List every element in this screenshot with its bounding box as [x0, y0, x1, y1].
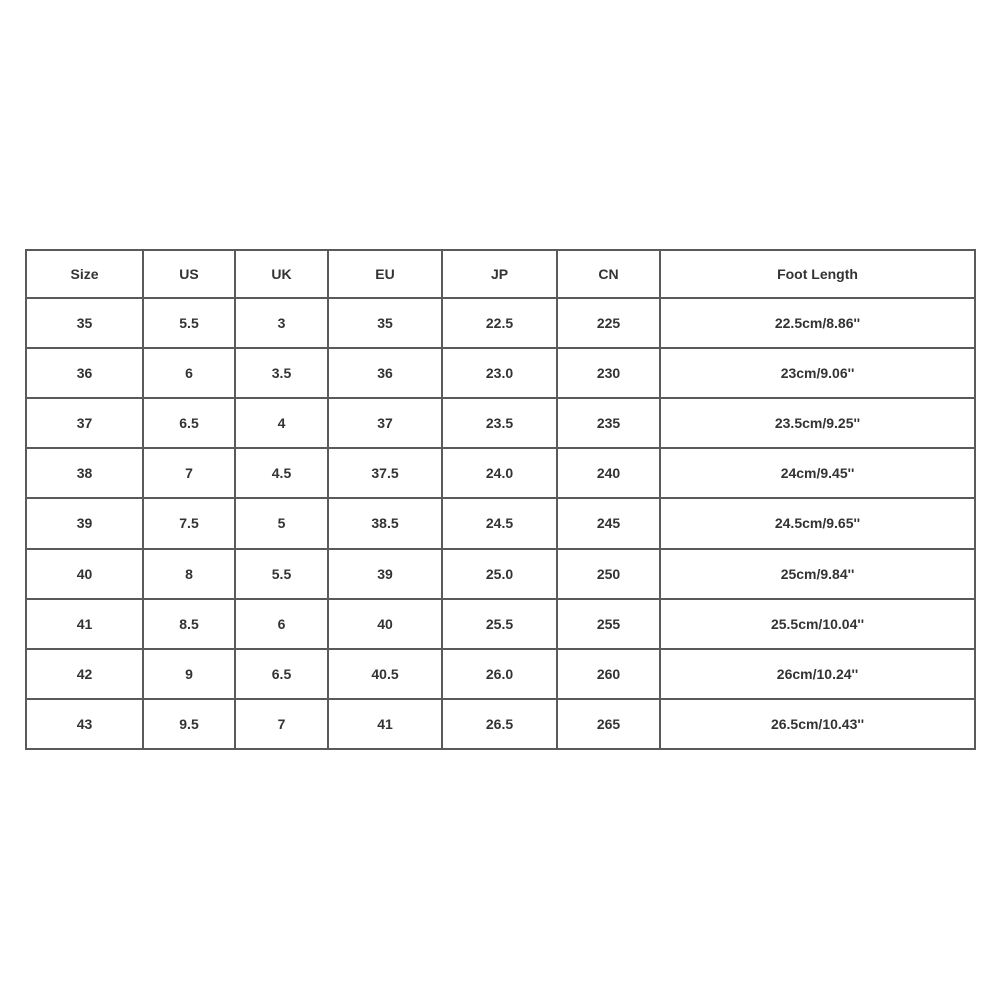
cell-us: 6.5 — [143, 398, 235, 448]
cell-uk: 5.5 — [235, 549, 328, 599]
cell-eu: 41 — [328, 699, 442, 749]
cell-jp: 25.5 — [442, 599, 557, 649]
cell-jp: 26.5 — [442, 699, 557, 749]
cell-foot-length: 24.5cm/9.65'' — [660, 498, 975, 548]
cell-uk: 5 — [235, 498, 328, 548]
cell-cn: 240 — [557, 448, 660, 498]
cell-eu: 37.5 — [328, 448, 442, 498]
table-row — [26, 599, 975, 649]
size-chart-table — [25, 249, 976, 750]
cell-us: 7 — [143, 448, 235, 498]
cell-size: 37 — [26, 398, 143, 448]
cell-uk: 7 — [235, 699, 328, 749]
cell-size: 40 — [26, 549, 143, 599]
cell-foot-length: 23cm/9.06'' — [660, 348, 975, 398]
cell-jp: 23.0 — [442, 348, 557, 398]
cell-cn: 265 — [557, 699, 660, 749]
header-foot-length: Foot Length — [660, 250, 975, 298]
cell-cn: 230 — [557, 348, 660, 398]
cell-us: 8 — [143, 549, 235, 599]
cell-size: 35 — [26, 298, 143, 348]
cell-eu: 35 — [328, 298, 442, 348]
cell-size: 39 — [26, 498, 143, 548]
cell-jp: 24.0 — [442, 448, 557, 498]
table-body — [26, 298, 975, 749]
cell-cn: 260 — [557, 649, 660, 699]
cell-foot-length: 25cm/9.84'' — [660, 549, 975, 599]
cell-size: 36 — [26, 348, 143, 398]
header-row — [26, 250, 975, 298]
cell-uk: 4.5 — [235, 448, 328, 498]
cell-uk: 3 — [235, 298, 328, 348]
cell-us: 5.5 — [143, 298, 235, 348]
cell-uk: 6.5 — [235, 649, 328, 699]
cell-jp: 22.5 — [442, 298, 557, 348]
cell-eu: 40 — [328, 599, 442, 649]
cell-cn: 235 — [557, 398, 660, 448]
cell-us: 8.5 — [143, 599, 235, 649]
header-uk: UK — [235, 250, 328, 298]
table-row — [26, 649, 975, 699]
cell-eu: 37 — [328, 398, 442, 448]
table-row — [26, 549, 975, 599]
cell-us: 6 — [143, 348, 235, 398]
cell-foot-length: 24cm/9.45'' — [660, 448, 975, 498]
header-cn: CN — [557, 250, 660, 298]
cell-uk: 3.5 — [235, 348, 328, 398]
cell-uk: 4 — [235, 398, 328, 448]
header-us: US — [143, 250, 235, 298]
table-row — [26, 498, 975, 548]
cell-foot-length: 25.5cm/10.04'' — [660, 599, 975, 649]
cell-jp: 24.5 — [442, 498, 557, 548]
cell-eu: 36 — [328, 348, 442, 398]
cell-cn: 245 — [557, 498, 660, 548]
cell-cn: 255 — [557, 599, 660, 649]
cell-foot-length: 23.5cm/9.25'' — [660, 398, 975, 448]
cell-size: 43 — [26, 699, 143, 749]
cell-cn: 225 — [557, 298, 660, 348]
cell-jp: 23.5 — [442, 398, 557, 448]
table-row — [26, 348, 975, 398]
cell-size: 42 — [26, 649, 143, 699]
header-eu: EU — [328, 250, 442, 298]
cell-jp: 26.0 — [442, 649, 557, 699]
cell-size: 41 — [26, 599, 143, 649]
cell-uk: 6 — [235, 599, 328, 649]
cell-eu: 40.5 — [328, 649, 442, 699]
cell-us: 9 — [143, 649, 235, 699]
cell-foot-length: 26cm/10.24'' — [660, 649, 975, 699]
cell-jp: 25.0 — [442, 549, 557, 599]
cell-cn: 250 — [557, 549, 660, 599]
table-row — [26, 398, 975, 448]
cell-foot-length: 22.5cm/8.86'' — [660, 298, 975, 348]
cell-eu: 39 — [328, 549, 442, 599]
header-jp: JP — [442, 250, 557, 298]
header-size: Size — [26, 250, 143, 298]
table-row — [26, 298, 975, 348]
cell-eu: 38.5 — [328, 498, 442, 548]
table-row — [26, 448, 975, 498]
cell-us: 7.5 — [143, 498, 235, 548]
cell-size: 38 — [26, 448, 143, 498]
cell-foot-length: 26.5cm/10.43'' — [660, 699, 975, 749]
cell-us: 9.5 — [143, 699, 235, 749]
table-row — [26, 699, 975, 749]
